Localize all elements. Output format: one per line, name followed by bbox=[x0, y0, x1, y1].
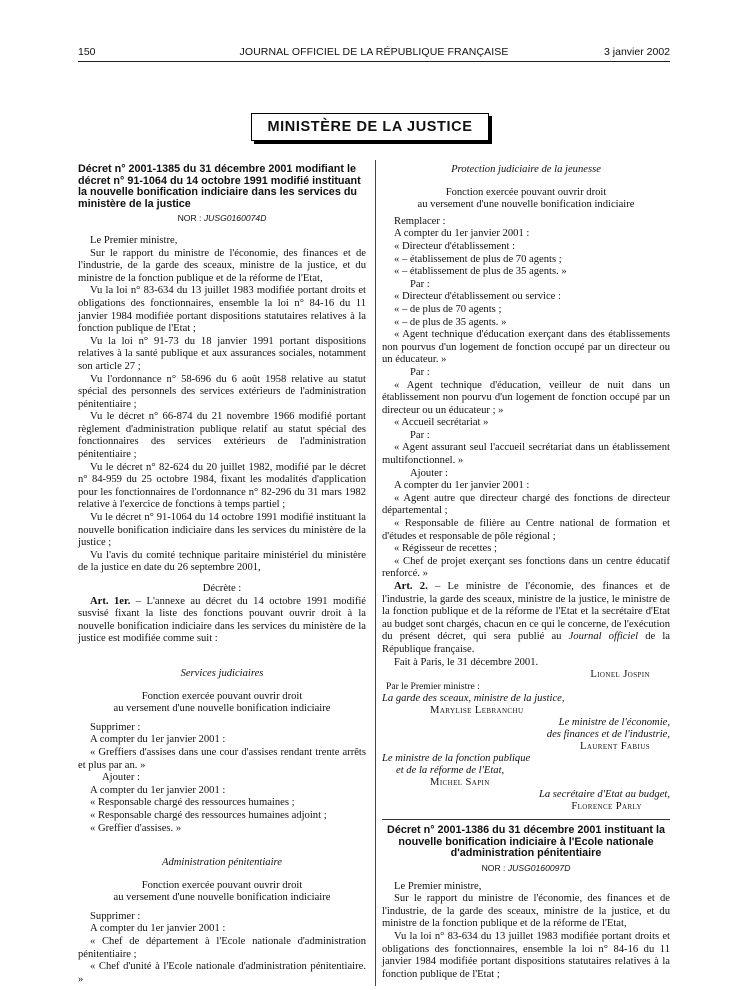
item: « Agent technique d'éducation, veilleur de nuit dans un établissement non pourvu d'un logement de fonction occupé par un directeur ou un éducateur ; » bbox=[382, 379, 670, 416]
decree1-visa: Sur le rapport du ministre de l'économie, des finances et de l'industrie, de la garde des sceaux, ministre de la justice, et du ministre de la fonction publique et de la réforme de l'Etat, bbox=[78, 247, 366, 284]
decree1-nor bbox=[78, 212, 366, 225]
column-divider bbox=[375, 160, 376, 986]
function-caption: au versement d'une nouvelle bonification indiciaire bbox=[113, 892, 331, 904]
item: « Régisseur de recettes ; bbox=[394, 543, 497, 555]
item: « Directeur d'établissement : bbox=[394, 240, 516, 252]
function-caption: Fonction exercée pouvant ouvrir droit bbox=[141, 690, 303, 702]
signatory-title: La garde des sceaux, ministre de la justice, bbox=[382, 693, 565, 705]
item: « – de plus de 70 agents ; bbox=[394, 303, 502, 315]
effective-date: A compter du 1er janvier 2001 : bbox=[90, 734, 226, 746]
par-premier-ministre: Par le Premier ministre : bbox=[386, 681, 480, 693]
ajouter-label: Ajouter : bbox=[410, 467, 448, 479]
item: « Greffiers d'assises dans une cour d'assises rendant trente arrêts et plus par an. » bbox=[78, 746, 366, 771]
article-2 bbox=[382, 581, 670, 657]
header-rule bbox=[78, 61, 670, 62]
right-column bbox=[382, 164, 670, 981]
issue-date: 3 janvier 2002 bbox=[604, 46, 670, 58]
signatory-name: Laurent Fabius bbox=[579, 741, 650, 753]
effective-date: A compter du 1er janvier 2001 : bbox=[90, 784, 226, 796]
supprimer-label: Supprimer : bbox=[90, 910, 141, 922]
decree1-visa: Vu l'ordonnance n° 58-696 du 6 août 1958 relative au statut spécial des personnels des services extérieurs de l'administration pénitentiaire ; bbox=[78, 373, 366, 410]
article-1-text: – L'annexe au décret du 14 octobre 1991 modifié susvisé fixant la liste des fonctions pouvant ouvrir droit à la nouvelle bonification indiciaire dans les services du ministère de la justice est modifiée comme suit : bbox=[78, 595, 366, 645]
signatory-name: Florence Parly bbox=[571, 801, 642, 813]
article-1 bbox=[78, 596, 366, 646]
section-heading: Services judiciaires bbox=[180, 667, 264, 679]
item: « – établissement de plus de 70 agents ; bbox=[394, 253, 562, 265]
function-caption: au versement d'une nouvelle bonification indiciaire bbox=[113, 703, 331, 715]
item: « Agent assurant seul l'accueil secrétariat dans un établissement multifonctionnel. » bbox=[382, 442, 670, 467]
decree-separator bbox=[382, 819, 670, 820]
ministry-title: MINISTÈRE DE LA JUSTICE bbox=[251, 113, 489, 141]
item: « Responsable chargé des ressources humaines ; bbox=[90, 797, 295, 809]
article-1-number: Art. 1er. bbox=[90, 595, 131, 607]
item: « Responsable chargé des ressources humaines adjoint ; bbox=[90, 809, 327, 821]
item: « Greffier d'assises. » bbox=[90, 822, 182, 834]
signatures bbox=[382, 669, 670, 813]
left-column bbox=[78, 164, 366, 986]
effective-date: A compter du 1er janvier 2001 : bbox=[394, 228, 530, 240]
signatory-title: des finances et de l'industrie, bbox=[546, 729, 670, 741]
journal-officiel-ref: Journal officiel bbox=[568, 631, 639, 643]
item: « Directeur d'établissement ou service : bbox=[394, 291, 561, 303]
article-2-number: Art. 2. bbox=[394, 581, 428, 592]
item: « Agent technique d'éducation exerçant dans des établissements non pourvus d'un logement de fonction occupé par un directeur ou un éducateur. » bbox=[382, 329, 670, 366]
effective-date: A compter du 1er janvier 2001 : bbox=[394, 480, 530, 492]
function-caption: Fonction exercée pouvant ouvrir droit bbox=[445, 186, 607, 198]
item: « Agent autre que directeur chargé des fonctions de directeur départemental ; bbox=[382, 492, 670, 517]
decree1-visa: Vu la loi n° 91-73 du 18 janvier 1991 portant dispositions relatives à la santé publique et aux assurances sociales, notamment son article 27 ; bbox=[78, 335, 366, 372]
decree1-title: Décret n° 2001-1385 du 31 décembre 2001 modifiant le décret n° 91-1064 du 14 octobre 1991 modifié instituant la nouvelle bonification indiciaire dans les services du ministère de la justice bbox=[78, 163, 361, 210]
item: « Responsable de filière au Centre national de formation et d'études et responsable de pôle régional ; bbox=[382, 518, 670, 542]
signatory-title: Le ministre de l'économie, bbox=[558, 717, 670, 729]
par-label: Par : bbox=[410, 278, 430, 290]
item: « – de plus de 35 agents. » bbox=[394, 316, 507, 328]
signatory-name: Marylise Lebranchu bbox=[430, 705, 524, 717]
ajouter-label: Ajouter : bbox=[102, 772, 140, 784]
signatory-title: et de la réforme de l'Etat, bbox=[396, 765, 505, 777]
nor-code: JUSG0160097D bbox=[507, 862, 571, 873]
decree2-visa: Vu la loi n° 83-634 du 13 juillet 1983 modifiée portant droits et obligations des fonctionnaires, ensemble la loi n° 84-16 du 11 janvier 1984 modifiée portant dispositions statutaires relatives à la fonction publique de l'Etat ; bbox=[382, 930, 670, 980]
par-label: Par : bbox=[410, 429, 430, 441]
decree2-title: Décret n° 2001-1386 du 31 décembre 2001 instituant la nouvelle bonification indiciaire à l'Ecole nationale d'administration pénitentiaire bbox=[387, 824, 665, 860]
signatory-name: Lionel Jospin bbox=[590, 669, 650, 681]
item: « Chef de projet exerçant ses fonctions dans un centre éducatif renforcé. » bbox=[382, 555, 670, 580]
journal-title: JOURNAL OFFICIEL DE LA RÉPUBLIQUE FRANÇAISE bbox=[239, 46, 509, 58]
section-heading: Administration pénitentiaire bbox=[162, 857, 282, 869]
function-caption: au versement d'une nouvelle bonification indiciaire bbox=[417, 199, 635, 211]
nor-label: NOR : bbox=[481, 862, 506, 873]
section-heading: Protection judiciaire de la jeunesse bbox=[451, 164, 601, 175]
decree1-visa: Vu le décret n° 66-874 du 21 novembre 1966 modifié portant règlement d'administration publique relatif au statut spécial des fonctionnaires des services extérieurs de l'administration pénitentiaire ; bbox=[78, 411, 366, 461]
decree1-visa: Vu la loi n° 83-634 du 13 juillet 1983 modifiée portant droits et obligations des fonctionnaires, ensemble la loi n° 84-16 du 11 janvier 1984 modifiée portant dispositions statutaires relatives à la fonction publique de l'Etat ; bbox=[78, 285, 366, 335]
item: « Chef de département à l'Ecole nationale d'administration pénitentiaire ; bbox=[78, 936, 366, 960]
article-2-end: de la République française. bbox=[382, 631, 670, 655]
decree2-visa: Sur le rapport du ministre de l'économie, des finances et de l'industrie, de la garde des sceaux, ministre de la justice, et du ministre de la fonction publique et de la réforme de l'Etat, bbox=[382, 893, 670, 930]
decrete-label: Décrète : bbox=[202, 583, 242, 594]
signatory-title: Le ministre de la fonction publique bbox=[382, 753, 531, 765]
remplacer-label: Remplacer : bbox=[394, 215, 446, 227]
signatory-title: La secrétaire d'Etat au budget, bbox=[538, 789, 670, 801]
decree1-intro: Le Premier ministre, bbox=[90, 234, 178, 246]
nor-code: JUSG0160074D bbox=[203, 213, 267, 224]
item: « – établissement de plus de 35 agents. » bbox=[394, 266, 567, 278]
supprimer-label: Supprimer : bbox=[90, 721, 141, 733]
item: « Accueil secrétariat » bbox=[394, 417, 489, 429]
decree2-nor bbox=[382, 862, 670, 875]
article-2-text: – Le ministre de l'économie, des finances et de l'industrie, la garde des sceaux, ministre de la justice, le ministre de la fonction publique et de la réforme de l'Etat et la secrétaire d'Etat au budget sont chargés, chacun en ce qui le concerne, de l'exécution du présent décret, qui sera publié au bbox=[382, 581, 670, 643]
decree2-intro: Le Premier ministre, bbox=[394, 880, 482, 892]
nor-label: NOR : bbox=[177, 213, 202, 224]
decree1-visa: Vu le décret n° 82-624 du 20 juillet 1982, modifié par le décret n° 84-959 du 25 octobre 1984, fixant les modalités d'application pour les fonctionnaires de l'ordonnance n° 82-296 du 31 mars 1982 relative à l'exercice de fonctions à temps partiel ; bbox=[78, 461, 366, 511]
effective-date: A compter du 1er janvier 2001 : bbox=[90, 923, 226, 935]
function-caption: Fonction exercée pouvant ouvrir droit bbox=[141, 879, 303, 891]
page-number: 150 bbox=[78, 46, 96, 58]
decree1-visa: Vu l'avis du comité technique paritaire ministériel du ministère de la justice en date du 26 septembre 2001, bbox=[78, 549, 366, 574]
page-header bbox=[78, 46, 670, 60]
signatory-name: Michel Sapin bbox=[430, 777, 490, 789]
item: « Chef d'unité à l'Ecole nationale d'administration pénitentiaire. » bbox=[78, 961, 366, 985]
done-at: Fait à Paris, le 31 décembre 2001. bbox=[394, 656, 539, 668]
par-label: Par : bbox=[410, 366, 430, 378]
decree1-visa: Vu le décret n° 91-1064 du 14 octobre 1991 modifié instituant la nouvelle bonification indiciaire dans les services du ministère de la justice ; bbox=[78, 512, 366, 549]
